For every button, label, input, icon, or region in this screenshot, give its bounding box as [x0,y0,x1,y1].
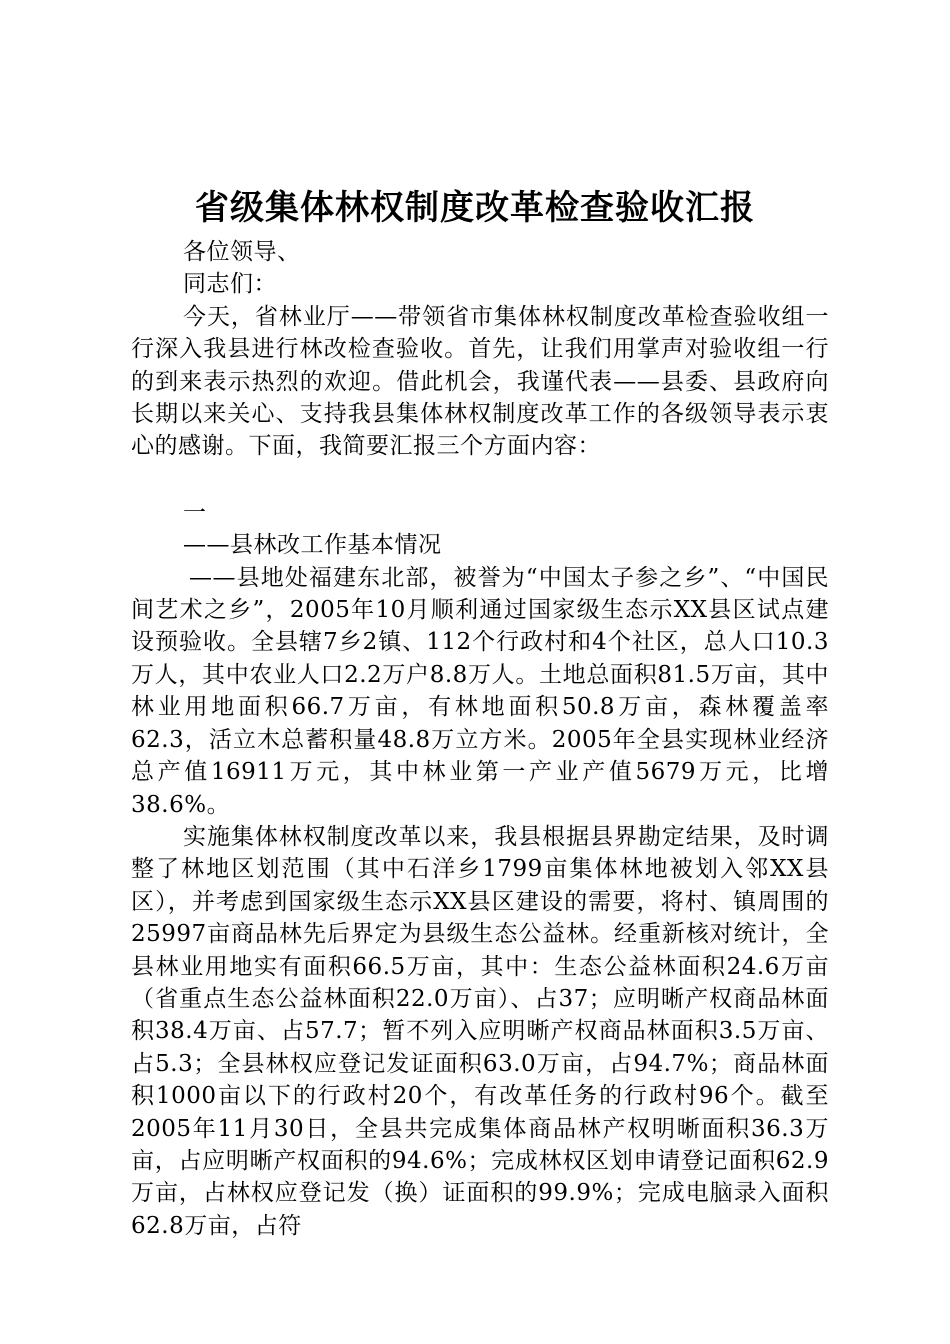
paragraph-reform-progress: 实施集体林权制度改革以来，我县根据县界勘定结果，及时调整了林地区划范围（其中石洋乡1799亩集体林地被划入邻XX县区），并考虑到国家级生态示XX县区建设的需要，将村、镇周围的25997亩商品林先后界定为县级生态公益林。经重新核对统计，全县林业用地实有面积66.5万亩，其中：生态公益林面积24.6万亩（省重点生态公益林面积22.0万亩）、占37；应明晰产权商品林面积38.4万亩、占57.7；暂不列入应明晰产权商品林面积3.5万亩、占5.3；全县林权应登记发证面积63.0万亩，占94.7%；商品林面积1000亩以下的行政村20个，有改革任务的行政村96个。截至2005年11月30日，全县共完成集体商品林产权明晰面积36.3万亩，占应明晰产权面积的94.6%；完成林权区划申请登记面积62.9万亩，占林权应登记发（换）证面积的99.9%；完成电脑录入面积62.8万亩，占符 [131,823,829,1239]
document-body [131,236,829,1242]
paragraph-county-overview: ——县地处福建东北部，被誉为“中国太子参之乡”、“中国民间艺术之乡”，2005年10月顺利通过国家级生态示XX县区试点建设预验收。全县辖7乡2镇、112个行政村和4个社区，总人口10.3万人，其中农业人口2.2万户8.8万人。土地总面积81.5万亩，其中林业用地面积66.7万亩，有林地面积50.8万亩，森林覆盖率62.3，活立木总蓄积量48.8万立方米。2005年全县实现林业经济总产值16911万元，其中林业第一产业产值5679万元，比增38.6%。 [131,564,829,818]
section-heading: ——县林改工作基本情况 [183,532,442,559]
salutation-line-2: 同志们： [183,271,277,298]
paragraph-introduction: 今天，省林业厅——带领省市集体林权制度改革检查验收组一行深入我县进行林改检查验收。首先，让我们用掌声对验收组一行的到来表示热烈的欢迎。借此机会，我谨代表——县委、县政府向长期以来关心、支持我县集体林权制度改革工作的各级领导表示衷心的感谢。下面，我简要汇报三个方面内容： [131,303,829,460]
section-number: 一 [183,499,207,526]
document-title: 省级集体林权制度改革检查验收汇报 [195,188,755,228]
salutation-line-1: 各位领导、 [183,239,301,265]
